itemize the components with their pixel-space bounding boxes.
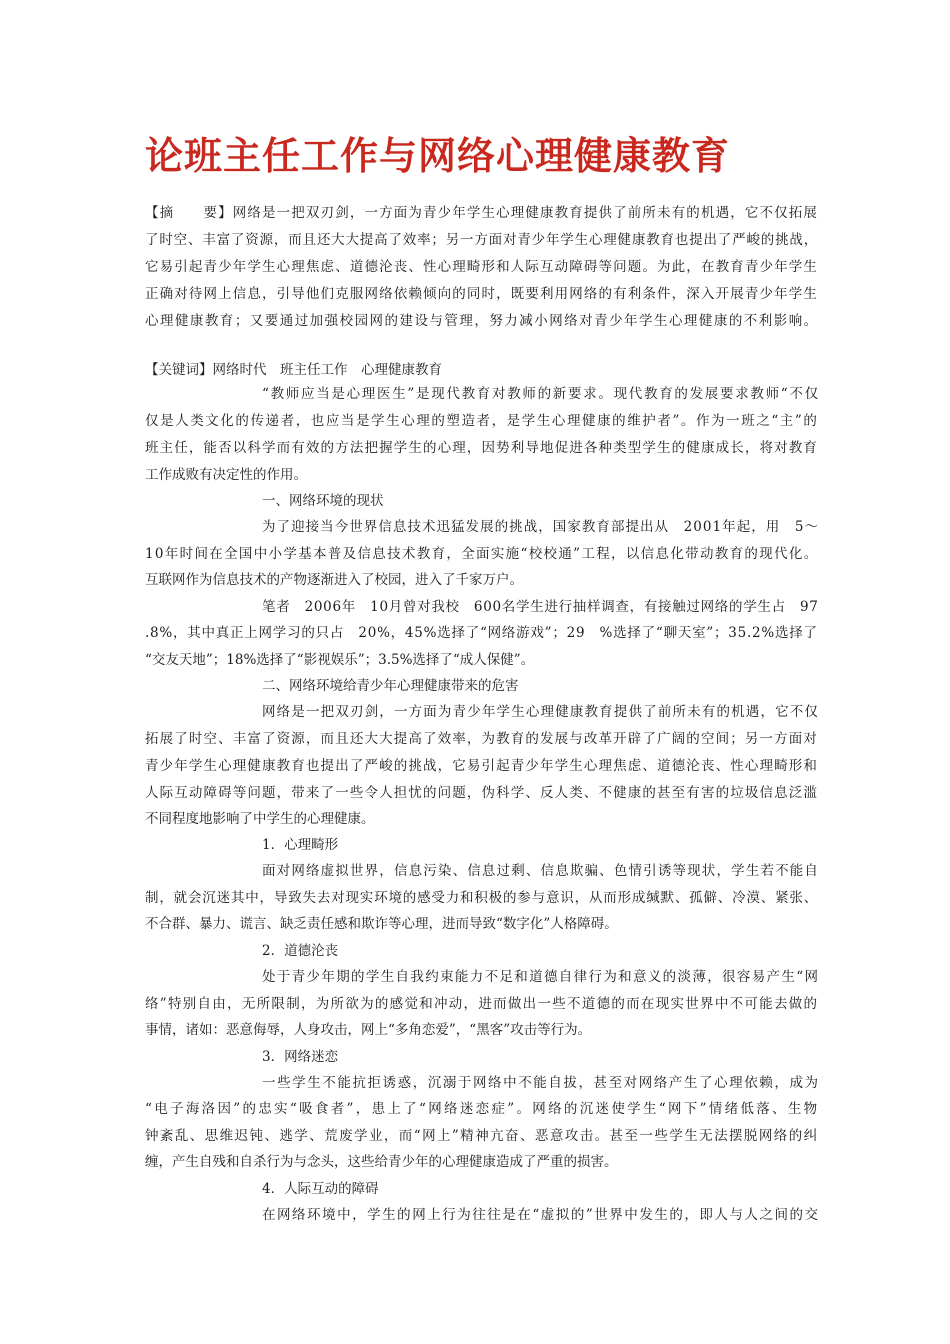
body-line: “教师应当是心理医生”是现代教育对教师的新要求。现代教育的发展要求教师“不仅 [262, 386, 820, 402]
body-line: 一些学生不能抗拒诱惑，沉溺于网络中不能自拔，甚至对网络产生了心理依赖，成为 [262, 1075, 820, 1091]
section-heading: 一、网络环境的现状 [262, 493, 384, 509]
body-line: 络”特别自由，无所限制，为所欲为的感觉和冲动，进而做出一些不道德的而在现实世界中不可能去做的 [145, 996, 819, 1012]
body-line: 10年时间在全国中小学基本普及信息技术教育，全面实施“校校通”工程，以信息化带动教育的现代化。 [145, 546, 819, 562]
body-line: “电子海洛因”的忠实“吸食者”，患上了“网络迷恋症”。网络的沉迷使学生“网下”情绪低落、生物 [145, 1101, 820, 1117]
subsection-heading: 1．心理畸形 [262, 837, 339, 853]
body-line: 处于青少年期的学生自我约束能力不足和道德自律行为和意义的淡薄，很容易产生“网 [262, 969, 820, 985]
subsection-heading: 2．道德沦丧 [262, 943, 339, 959]
body-line: 不同程度地影响了中学生的心理健康。 [145, 811, 375, 827]
body-line: 面对网络虚拟世界，信息污染、信息过剩、信息欺骗、色情引诱等现状，学生若不能自 [262, 863, 820, 879]
body-line: 人际互动障碍等问题，带来了一些令人担忧的问题，伪科学、反人类、不健康的甚至有害的垃圾信息泛滥 [145, 785, 818, 801]
document-title: 论班主任工作与网络心理健康教育 [145, 134, 731, 178]
body-line: 班主任，能否以科学而有效的方法把握学生的心理，因势利导地促进各种类型学生的健康成长，将对教育 [145, 440, 818, 456]
body-line: 缠，产生自残和自杀行为与念头，这些给青少年的心理健康造成了严重的损害。 [145, 1154, 618, 1170]
body-line: 工作成败有决定性的作用。 [145, 467, 307, 483]
subsection-heading: 3．网络迷恋 [262, 1049, 339, 1065]
body-line: 为了迎接当今世界信息技术迅猛发展的挑战，国家教育部提出从 2001年起，用 5～ [262, 519, 820, 535]
body-line: 在网络环境中，学生的网上行为往往是在“虚拟的”世界中发生的，即人与人之间的交 [262, 1207, 820, 1223]
abstract-line: 它易引起青少年学生心理焦虑、道德沦丧、性心理畸形和人际互动障碍等问题。为此，在教育青少年学生 [145, 259, 818, 275]
body-line: 青少年学生心理健康教育也提出了严峻的挑战，它易引起青少年学生心理焦虑、道德沦丧、性心理畸形和 [145, 758, 818, 774]
abstract-line: 心理健康教育；又要通过加强校园网的建设与管理，努力减小网络对青少年学生心理健康的不利影响。 [145, 313, 819, 329]
body-line: 事情，诸如：恶意侮辱，人身攻击，网上“多角恋爱”，“黑客”攻击等行为。 [145, 1022, 592, 1038]
body-line: 互联网作为信息技术的产物逐渐进入了校园，进入了千家万户。 [145, 572, 523, 588]
abstract-line: 了时空、丰富了资源，而且还大大提高了效率；另一方面对青少年学生心理健康教育也提出了严峻的挑战， [145, 232, 819, 248]
section-heading: 二、网络环境给青少年心理健康带来的危害 [262, 678, 519, 694]
body-line: 拓展了时空、丰富了资源，而且还大大提高了效率，为教育的发展与改革开辟了广阔的空间；另一方面对 [145, 731, 818, 747]
body-line: “交友天地”；18%选择了“影视娱乐”；3.5%选择了“成人保健”。 [145, 652, 535, 668]
subsection-heading: 4．人际互动的障碍 [262, 1181, 379, 1197]
body-line: 笔者 2006年 10月曾对我校 600名学生进行抽样调查，有接触过网络的学生占 97 [262, 599, 819, 615]
keywords-line: 【关键词】网络时代 班主任工作 心理健康教育 [145, 362, 442, 378]
body-line: 钟紊乱、思维迟钝、逃学、荒废学业，而“网上”精神亢奋、恶意攻击。甚至一些学生无法摆脱网络的纠 [145, 1128, 819, 1144]
body-line: 网络是一把双刃剑，一方面为青少年学生心理健康教育提供了前所未有的机遇，它不仅 [262, 704, 820, 720]
body-line: 制，就会沉迷其中，导致失去对现实环境的感受力和积极的参与意识，从而形成缄默、孤僻、冷漠、紧张、 [145, 890, 819, 906]
abstract-line: 正确对待网上信息，引导他们克服网络依赖倾向的同时，既要利用网络的有利条件，深入开展青少年学生 [145, 286, 818, 302]
abstract-line: 【摘 要】网络是一把双刃剑，一方面为青少年学生心理健康教育提供了前所未有的机遇，它不仅拓展 [145, 205, 818, 221]
body-line: .8%，其中真正上网学习的只占 20%，45%选择了“网络游戏”；29 %选择了“聊天室”；35.2%选择了 [145, 625, 818, 641]
body-line: 不合群、暴力、谎言、缺乏责任感和欺诈等心理，进而导致“数字化”人格障碍。 [145, 916, 618, 932]
body-line: 仅是人类文化的传递者，也应当是学生心理的塑造者，是学生心理健康的维护者”。作为一班之“主”的 [145, 413, 819, 429]
